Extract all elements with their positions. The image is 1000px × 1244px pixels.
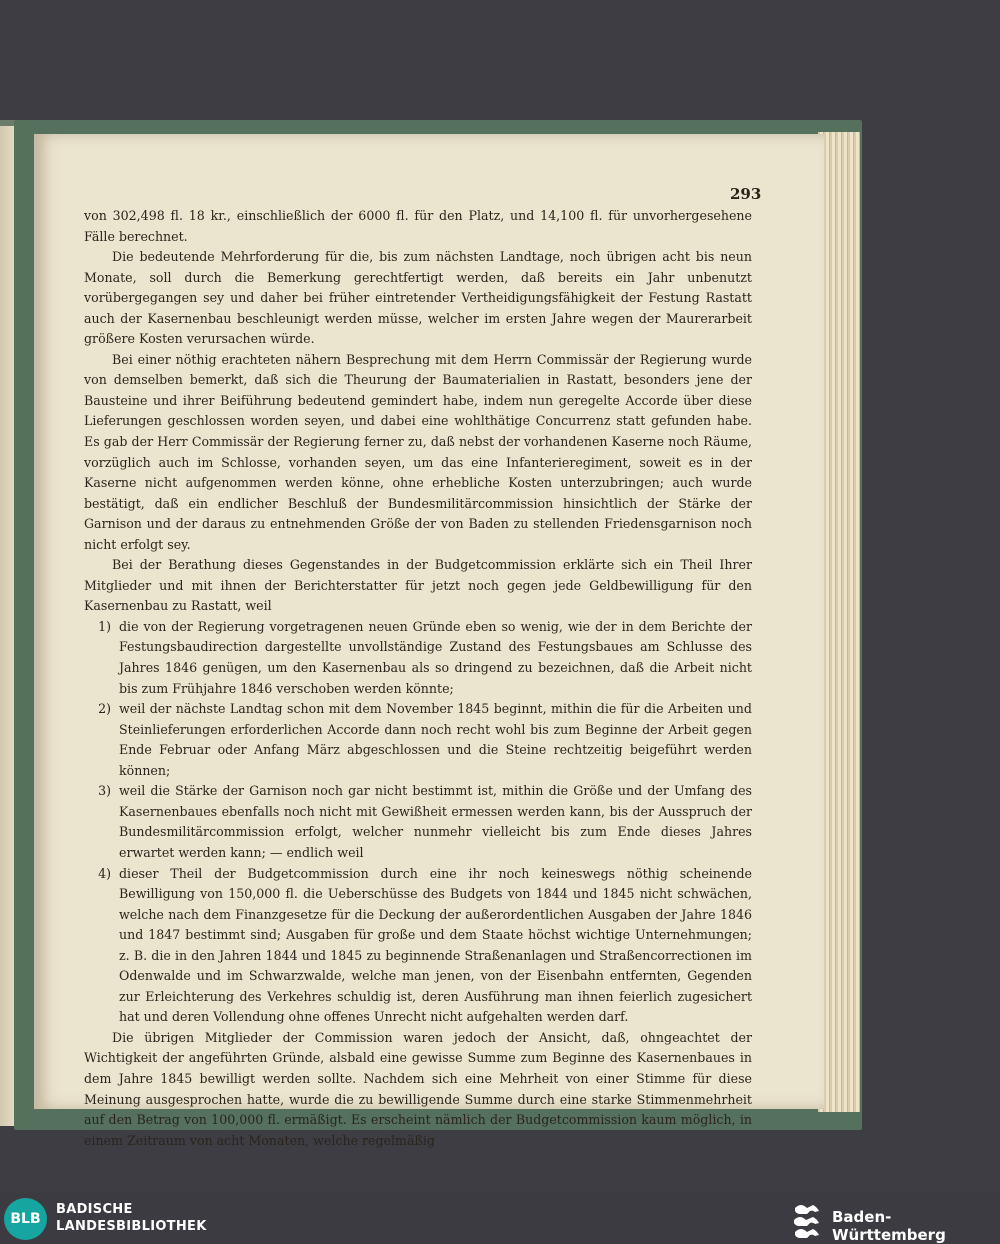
list-item: [84, 699, 752, 781]
list-item-number: 3): [98, 783, 111, 799]
baden-wuerttemberg-lions-icon: [791, 1200, 825, 1238]
list-item-number: 2): [98, 701, 111, 717]
state-name[interactable]: Baden-Württemberg: [832, 1208, 946, 1244]
list-item-text: weil der nächste Landtag schon mit dem November 1845 beginnt, mithin die für die Arbeiten und Steinlieferungen erforderlichen Accorde dann noch recht wohl bis zum Beginne der Arbeit gegen Ende Februar oder Anfang März abgeschlossen und die Steine rechtzeitig beigeführt werden können;: [119, 701, 752, 778]
list-item: [84, 781, 752, 863]
paragraph: Die bedeutende Mehrforderung für die, bis zum nächsten Landtage, noch übrigen acht bis neun Monate, soll durch die Bemerkung gerechtfertigt werden, daß bereits ein Jahr unbenutzt vorübergegangen sey und daher bei früher eintretender Vertheidigungsfähigkeit der Festung Rastatt auch der Kasernenbau beschleunigt werden müsse, welcher im ersten Jahre wegen der Maurerarbeit größere Kosten verursachen würde.: [84, 249, 752, 347]
list-item-text: die von der Regierung vorgetragenen neuen Gründe eben so wenig, wie der in dem Berichte der Festungsbaudirection dargestellte unvollständige Zustand des Festungsbaues am Schlusse des Jahres 1846 genügen, um den Kasernenbau als so dringend zu bezeichnen, daß die Arbeit nicht bis zum Frühjahre 1846 verschoben werden könnte;: [119, 618, 752, 696]
paragraphs-before: [84, 206, 752, 617]
library-name[interactable]: [56, 1201, 207, 1235]
paragraph: von 302,498 fl. 18 kr., einschließlich der 6000 fl. für den Platz, und 14,100 fl. für unvorhergesehene Fälle berechnet.: [84, 208, 752, 244]
footer-bar: [0, 1193, 1000, 1244]
list-item-number: 4): [98, 865, 111, 881]
page-edges: [818, 132, 860, 1112]
page-number: 293: [730, 185, 762, 203]
paragraph: Bei der Berathung dieses Gegenstandes in der Budgetcommission erklärte sich ein Theil Ihrer Mitglieder und mit ihnen der Berichterstatter für jetzt noch gegen jede Geldbewilligung für den Kasernenbau zu Rastatt, weil: [84, 557, 752, 614]
blb-logo[interactable]: BLB: [4, 1198, 47, 1240]
list-item: [84, 617, 752, 699]
page-text: [84, 206, 752, 1151]
library-name-line1: BADISCHE: [56, 1202, 133, 1217]
list-item-text: weil die Stärke der Garnison noch gar nicht bestimmt ist, mithin die Größe und der Umfang des Kasernenbaues ebenfalls noch nicht mit Gewißheit ermessen werden kann, bis der Ausspruch der Bundesmilitärcommission erfolgt, welcher nunmehr vielleicht bis zum Ende dieses Jahres erwartet werden kann; — endlich weil: [119, 783, 752, 860]
list-item-number: 1): [98, 618, 111, 634]
list-item-text: dieser Theil der Budgetcommission durch eine ihr noch keineswegs nöthig scheinende Bewilligung von 150,000 fl. die Ueberschüsse des Budgets von 1844 und 1845 nicht schwächen, welche nach dem Finanzgesetze für die Deckung der außerordentlichen Ausgaben der Jahre 1846 und 1847 bestimmt sind; Ausgaben für große und dem Staate höchst wichtige Unternehmungen; z. B. die in den Jahren 1844 und 1845 zu beginnende Straßenanlagen und Straßencorrectionen im Odenwalde und im Schwarzwalde, welche man jenen, von der Eisenbahn entfernten, Gegenden zur Erleichterung des Verkehres schuldig ist, deren Ausführung man ihnen feierlich zugesichert hat und deren Vollendung ohne offenes Unrecht nicht aufgehalten werden darf.: [119, 865, 752, 1025]
paragraphs-after: [84, 1028, 752, 1151]
numbered-list: [84, 617, 752, 1028]
paragraph: Bei einer nöthig erachteten nähern Besprechung mit dem Herrn Commissär der Regierung wurde von demselben bemerkt, daß sich die Theurung der Baumaterialien in Rastatt, besonders jene der Bausteine und ihrer Beiführung bedeutend gemindert habe, indem nun geregelte Accorde über diese Lieferungen geschlossen worden seyen, und dabei eine wohlthätige Concurrenz statt gefunden habe. Es gab der Herr Commissär der Regierung ferner zu, daß nebst der vorhandenen Kaserne noch Räume, vorzüglich auch im Schlosse, vorhanden seyen, um das eine Infanterieregiment, soweit es in der Kaserne nicht aufgenommen werden könne, ohne erhebliche Kosten unterzubringen; auch wurde bestätigt, daß ein endlicher Beschluß der Bundesmilitärcommission hinsichtlich der Stärke der Garnison und der daraus zu entnehmenden Größe der von Baden zu stellenden Friedensgarnison noch nicht erfolgt sey.: [84, 351, 752, 552]
library-name-line2: LANDESBIBLIOTHEK: [56, 1219, 207, 1234]
paragraph: Die übrigen Mitglieder der Commission waren jedoch der Ansicht, daß, ohngeachtet der Wichtigkeit der angeführten Gründe, alsbald eine gewisse Summe zum Beginne des Kasernenbaues in dem Jahre 1845 bewilligt werden sollte. Nachdem sich eine Mehrheit von einer Stimme für diese Meinung ausgesprochen hatte, wurde die zu bewilligende Summe durch eine starke Stimmenmehrheit auf den Betrag von 100,000 fl. ermäßigt. Es erscheint nämlich der Budgetcommission kaum möglich, in einem Zeitraum von acht Monaten, welche regelmäßig: [84, 1029, 752, 1148]
list-item: [84, 864, 752, 1028]
